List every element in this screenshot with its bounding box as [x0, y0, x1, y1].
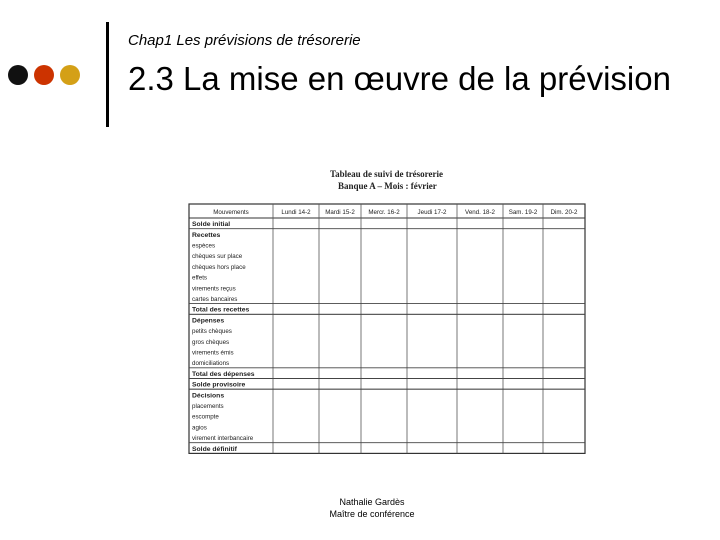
gold-dot-icon: [60, 65, 80, 85]
column-header: Vend. 18-2: [465, 209, 495, 216]
bullet-dots: [8, 65, 80, 85]
row-label: effets: [192, 274, 208, 282]
row-label: Solde définitif: [192, 445, 237, 453]
column-header: Mardi 15-2: [325, 209, 355, 216]
row-label: espèces: [192, 242, 216, 250]
row-label: Total des dépenses: [192, 370, 255, 378]
row-label: Solde provisoire: [192, 381, 246, 389]
column-header: Lundi 14-2: [281, 209, 311, 216]
row-label: escompte: [192, 413, 219, 421]
black-dot-icon: [8, 65, 28, 85]
row-label: petits chèques: [192, 328, 232, 336]
row-label: virement interbancaire: [192, 435, 254, 443]
row-label: Total des recettes: [192, 306, 250, 314]
column-header: Dim. 20-2: [550, 209, 578, 216]
row-label: cartes bancaires: [192, 296, 238, 303]
row-label: agios: [192, 424, 207, 432]
red-dot-icon: [34, 65, 54, 85]
column-header: Mercr. 16-2: [368, 209, 400, 216]
chapter-subtitle: Chap1 Les prévisions de trésorerie: [128, 32, 361, 49]
row-label: chèques hors place: [192, 263, 246, 271]
row-label: Dépenses: [192, 317, 225, 325]
table-caption-line1: Tableau de suivi de trésorerie: [330, 169, 443, 179]
title-divider: [106, 22, 109, 127]
row-label: placements: [192, 403, 224, 410]
slide-title: 2.3 La mise en œuvre de la prévision: [128, 60, 671, 97]
column-header: Jeudi 17-2: [417, 209, 447, 216]
row-label: virements reçus: [192, 285, 236, 293]
footer-author: Nathalie Gardès: [339, 497, 405, 507]
treasury-table-image: [185, 165, 595, 463]
table-caption-line2: Banque A – Mois : février: [338, 181, 437, 191]
column-header: Mouvements: [213, 209, 249, 216]
row-label: chèques sur place: [192, 253, 243, 261]
row-label: virements émis: [192, 349, 234, 357]
row-label: gros chèques: [192, 338, 230, 346]
row-label: domiciliations: [192, 360, 230, 368]
footer-role: Maître de conférence: [329, 509, 415, 519]
table-frame: [189, 204, 585, 453]
row-label: Recettes: [192, 231, 221, 239]
row-label: Solde initial: [192, 221, 231, 229]
column-header: Sam. 19-2: [508, 209, 538, 216]
row-label: Décisions: [192, 392, 225, 400]
